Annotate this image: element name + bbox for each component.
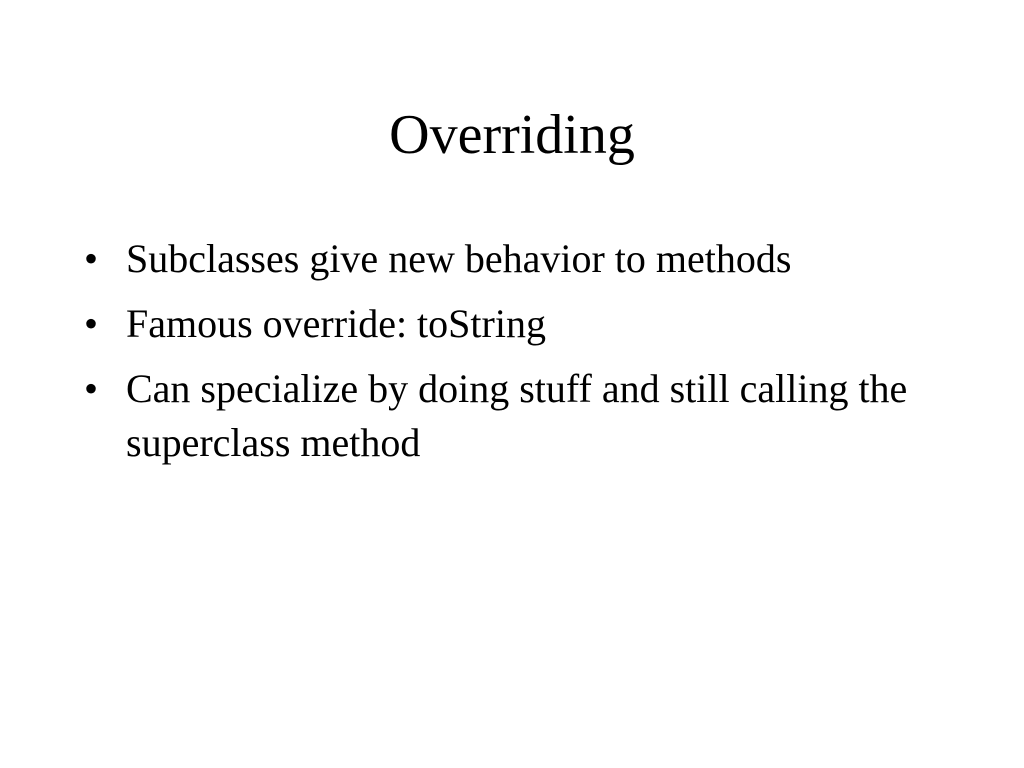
bullet-icon: • <box>84 301 99 346</box>
bullet-text: Famous override: toString <box>126 301 546 346</box>
bullet-text: Subclasses give new behavior to methods <box>126 236 792 281</box>
bullet-icon: • <box>84 236 99 281</box>
bullet-icon: • <box>84 366 99 411</box>
bullet-item <box>84 232 944 286</box>
bullet-text: Can specialize by doing stuff and still calling the superclass method <box>126 366 908 465</box>
bullet-item <box>84 297 944 351</box>
bullet-item <box>84 362 944 470</box>
slide-title: Overriding <box>389 104 635 166</box>
bullet-list <box>84 232 944 481</box>
